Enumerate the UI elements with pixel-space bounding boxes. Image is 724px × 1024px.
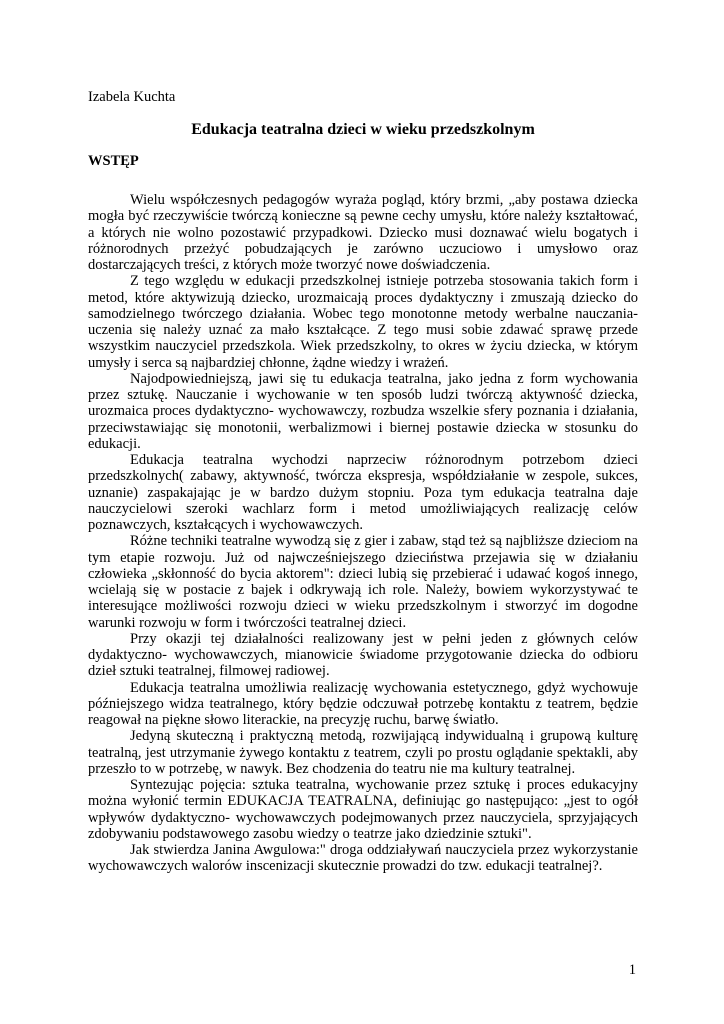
- paragraph: Najodpowiedniejszą, jawi się tu edukacja teatralna, jako jedna z form wychowania przez sztukę. Nauczanie i wychowanie w ten sposób ludzi twórczą aktywność dziecka, urozmaica proces dydaktyczno- wychowawczy, rozbudza wszelkie sfery poznania i działania, przeciwstawiając się monotonii, werbalizmowi i biernej postawie dziecka w stosunku do edukacji.: [88, 370, 638, 452]
- body-text: [88, 192, 638, 875]
- paragraph: Syntezując pojęcia: sztuka teatralna, wychowanie przez sztukę i proces edukacyjny można wyłonić termin EDUKACJA TEATRALNA, definiując go następująco: „jest to ogół wpływów dydaktyczno- wychowawczych podejmowanych przez nauczyciela, sprzyjających zdobywaniu podstawowego zasobu wiedzy o teatrze jako dziedzinie sztuki".: [88, 777, 638, 842]
- paragraph: Edukacja teatralna wychodzi naprzeciw różnorodnym potrzebom dzieci przedszkolnych( zabawy, aktywność, twórcza ekspresja, współdziałanie w zespole, sukces, uznanie) zaspakajając je w bardzo dużym stopniu. Poza tym edukacja teatralna daje nauczycielowi szeroki wachlarz form i metod umożliwiających realizację celów poznawczych, kształcących i wychowawczych.: [88, 452, 638, 533]
- paragraph: Edukacja teatralna umożliwia realizację wychowania estetycznego, gdyż wychowuje późniejszego widza teatralnego, który będzie odczuwał potrzebę kontaktu z teatrem, będzie reagował na piękne słowo literackie, na precyzję ruchu, barwę światło.: [88, 679, 638, 728]
- document-title: Edukacja teatralna dzieci w wieku przedszkolnym: [191, 121, 535, 138]
- paragraph: Wielu współczesnych pedagogów wyraża pogląd, który brzmi, „aby postawa dziecka mogła być rzeczywiście twórczą konieczne są pewne cechy umysłu, które należy kształtować, a których nie wolno pozostawić przypadkowi. Dziecko musi doznawać wielu bogatych i różnorodnych przeżyć pobudzających je zarówno uczuciowo i umysłowo oraz dostarczających treści, z których może tworzyć nowe doświadczenia.: [88, 192, 638, 273]
- page-number: 1: [628, 962, 636, 978]
- paragraph: Jedyną skuteczną i praktyczną metodą, rozwijającą indywidualną i grupową kulturę teatralną, jest utrzymanie żywego kontaktu z teatrem, czyli po prostu oglądanie spektakli, aby przeszło to w potrzebę, w nawyk. Bez chodzenia do teatru nie ma kultury teatralnej.: [88, 728, 638, 777]
- paragraph: Przy okazji tej działalności realizowany jest w pełni jeden z głównych celów dydaktyczno- wychowawczych, mianowicie świadome przygotowanie dziecka do odbioru dzieł sztuki teatralnej, filmowej radiowej.: [88, 630, 638, 680]
- paragraph: Z tego względu w edukacji przedszkolnej istnieje potrzeba stosowania takich form i metod, które aktywizują dziecko, urozmaicają proces dydaktyczny i zmuszają dziecko do samodzielnego twórczego działania. Wobec tego monotonne metody werbalne nauczania-uczenia się należy uznać za mało kształcące. Z tego musi sobie zdawać sprawę przede wszystkim nauczyciel przedszkola. Wiek przedszkolny, to okres w życiu dziecka, w którym umysły i serca są najbardziej chłonne, żądne wiedzy i wrażeń.: [88, 273, 638, 371]
- author-name: Izabela Kuchta: [88, 89, 176, 105]
- paragraph: Jak stwierdza Janina Awgulowa:" droga oddziaływań nauczyciela przez wykorzystanie wychowawczych walorów inscenizacji skutecznie prowadzi do tzw. edukacji teatralnej?.: [88, 842, 638, 875]
- paragraph: Różne techniki teatralne wywodzą się z gier i zabaw, stąd też są najbliższe dzieciom na tym etapie rozwoju. Już od najwcześniejszego dzieciństwa przejawia się w działaniu człowieka „skłonność do bycia aktorem": dzieci lubią się przebierać i udawać kogoś innego, wcielają się w postacie z bajek i odkrywają ich role. Należy, bowiem wykorzystywać te interesujące możliwości rozwoju dzieci w wieku przedszkolnym i stworzyć im dogodne warunki rozwoju w form i twórczości teatralnej dzieci.: [88, 533, 638, 631]
- section-heading: WSTĘP: [88, 153, 139, 169]
